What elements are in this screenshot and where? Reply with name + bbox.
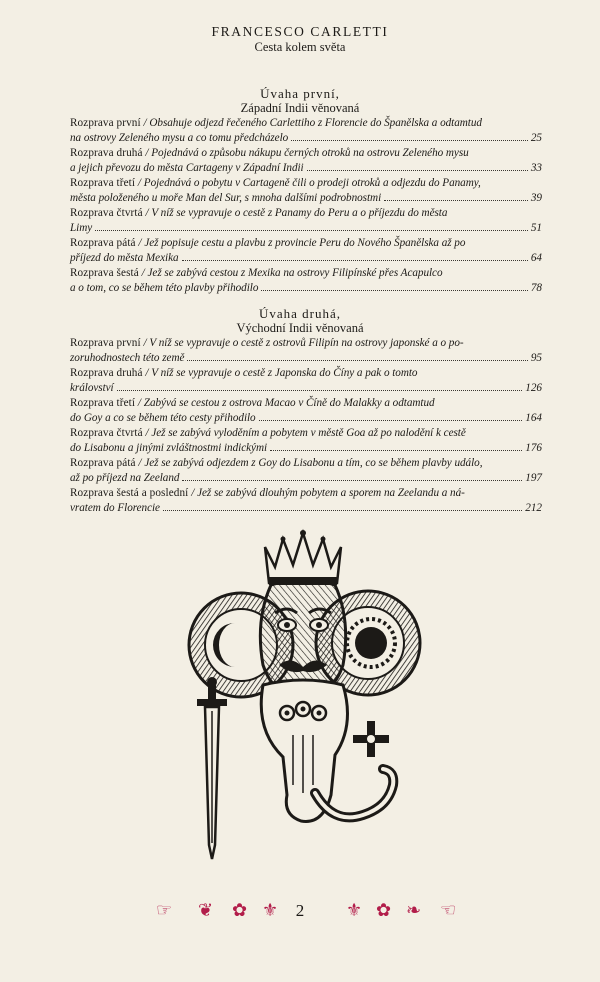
entry-text-cont: do Lisabonu a jinými zvláštnostmi indickými [70, 442, 268, 454]
entry-label: Rozprava čtvrtá [70, 207, 143, 219]
entry-label: Rozprava první [70, 337, 141, 349]
entry-page-number: 33 [530, 162, 542, 174]
toc-entry: Rozprava šestá / Jež se zabývá cestou z Mexika na ostrovy Filipínské přes Acapulco a o tom, co se během této plavby přihodilo 78 [70, 267, 542, 294]
entry-page-number: 126 [525, 382, 542, 394]
entry-text-cont: do Goy a co se během této cesty přihodilo [70, 412, 256, 424]
entry-text-cont: a jejich převozu do města Cartageny v Západní Indii [70, 162, 304, 174]
book-title: Cesta kolem světa [254, 40, 346, 54]
bird-icon: ❦ [198, 900, 214, 920]
toc-part1 [70, 116, 542, 296]
part1-title: Úvaha první, [260, 86, 340, 101]
entry-label: Rozprava třetí [70, 397, 136, 409]
entry-text: Pojednává o pobytu v Cartageně čili o prodeji otroků a odjezdu do Panamy, [143, 177, 481, 189]
entry-page-number: 78 [530, 282, 542, 294]
entry-text: Pojednává o způsobu nákupu černých otroků na ostrovu Zeleného mysu [151, 147, 469, 159]
entry-text-cont: města položeného u moře Man del Sur, s mnoha dalšími podrobnostmi [70, 192, 382, 204]
entry-page-number: 51 [530, 222, 542, 234]
entry-label: Rozprava šestá [70, 267, 139, 279]
cross-icon [353, 721, 389, 757]
entry-text-cont: vratem do Florencie [70, 502, 160, 514]
entry-label: Rozprava čtvrtá [70, 427, 143, 439]
elephant-emblem-illustration [183, 525, 428, 865]
author-name: FRANCESCO CARLETTI [211, 24, 389, 39]
toc-entry: Rozprava třetí / Pojednává o pobytu v Cartageně čili o prodeji otroků a odjezdu do Panamy, města položeného u moře Man del Sur, s mnoha dalšími podrobnostmi 39 [70, 177, 542, 204]
toc-entry: Rozprava druhá / Pojednává o způsobu nákupu černých otroků na ostrovu Zeleného mysu a jejich převozu do města Cartageny v Západní Indii 33 [70, 147, 542, 174]
entry-text: Jež popisuje cestu a plavbu z provincie Peru do Nového Španělska až po [144, 237, 466, 249]
entry-page-number: 164 [525, 412, 542, 424]
toc-entry: Rozprava čtvrtá / Jež se zabývá vyloděním a pobytem v městě Goa až po nalodění k cestě do Lisabonu a jinými zvláštnostmi indickými 176 [70, 427, 542, 454]
entry-text-cont: království [70, 382, 114, 394]
flower-icon: ✿ [232, 900, 248, 920]
entry-text-cont: příjezd do města Mexika [70, 252, 179, 264]
entry-page-number: 95 [530, 352, 542, 364]
entry-page-number: 176 [525, 442, 542, 454]
part2-title: Úvaha druhá, [258, 306, 342, 321]
bird-icon: ❧ [406, 900, 422, 920]
page-number: 2 [295, 901, 305, 920]
entry-text: V níž se vypravuje o cestě z Japonska do Číny a pak o tomto [151, 367, 418, 379]
entry-text: V níž se vypravuje o cestě z ostrovů Filipín na ostrovy japonské a o po- [149, 337, 464, 349]
part1-heading [0, 86, 600, 116]
dagger-icon [197, 677, 227, 859]
entry-page-number: 64 [530, 252, 542, 264]
entry-text-cont: Limy [70, 222, 93, 234]
entry-label: Rozprava pátá [70, 457, 136, 469]
entry-text: Zabývá se cestou z ostrova Macao v Číně do Malakky a odtamtud [143, 397, 435, 409]
entry-label: Rozprava pátá [70, 237, 136, 249]
entry-text: Jež se zabývá vyloděním a pobytem v městě Goa až po nalodění k cestě [151, 427, 466, 439]
entry-label: Rozprava šestá a poslední [70, 487, 189, 499]
entry-text: Jež se zabývá cestou z Mexika na ostrovy Filipínské přes Acapulco [147, 267, 443, 279]
page-footer [0, 896, 600, 926]
crown-icon [265, 530, 341, 585]
entry-text-cont: a o tom, co se během této plavby přihodilo [70, 282, 259, 294]
flower-icon: ✿ [376, 900, 392, 920]
fleur-de-lis-icon: ⚜ [346, 900, 363, 920]
part2-subtitle: Východní Indii věnovaná [236, 321, 364, 335]
toc-entry: Rozprava první / Obsahuje odjezd řečeného Carlettiho z Florencie do Španělska a odtamtud na ostrovy Zeleného mysu a co tomu předcházelo 25 [70, 117, 542, 144]
entry-text: V níž se vypravuje o cestě z Panamy do Peru a o příjezdu do města [151, 207, 448, 219]
entry-text-cont: zoruhodnostech této země [70, 352, 185, 364]
running-header [0, 24, 600, 55]
entry-page-number: 212 [525, 502, 542, 514]
entry-text: Obsahuje odjezd řečeného Carlettiho z Florencie do Španělska a odtamtud [149, 117, 482, 129]
entry-text: Jež se zabývá odjezdem z Goy do Lisabonu a tím, co se během plavby událo, [144, 457, 483, 469]
pointing-hand-icon: ☜ [440, 900, 457, 920]
part1-subtitle: Západní Indii věnovaná [240, 101, 360, 115]
fleur-de-lis-icon: ⚜ [262, 900, 279, 920]
toc-part2 [70, 336, 542, 516]
entry-label: Rozprava druhá [70, 367, 143, 379]
entry-text-cont: až po příjezd na Zeeland [70, 472, 180, 484]
entry-text: Jež se zabývá dlouhým pobytem a sporem na Zeelandu a ná- [197, 487, 465, 499]
entry-label: Rozprava třetí [70, 177, 136, 189]
toc-entry: Rozprava čtvrtá / V níž se vypravuje o cestě z Panamy do Peru a o příjezdu do města Limy 51 [70, 207, 542, 234]
entry-page-number: 39 [530, 192, 542, 204]
toc-entry: Rozprava šestá a poslední / Jež se zabývá dlouhým pobytem a sporem na Zeelandu a ná- vratem do Florencie 212 [70, 487, 542, 514]
toc-entry: Rozprava druhá / V níž se vypravuje o cestě z Japonska do Číny a pak o tomto království 126 [70, 367, 542, 394]
toc-entry: Rozprava pátá / Jež popisuje cestu a plavbu z provincie Peru do Nového Španělska až po příjezd do města Mexika 64 [70, 237, 542, 264]
entry-page-number: 197 [525, 472, 542, 484]
entry-label: Rozprava první [70, 117, 141, 129]
part2-heading [0, 306, 600, 336]
toc-entry: Rozprava pátá / Jež se zabývá odjezdem z Goy do Lisabonu a tím, co se během plavby událo, až po příjezd na Zeeland 197 [70, 457, 542, 484]
entry-text-cont: na ostrovy Zeleného mysu a co tomu předcházelo [70, 132, 289, 144]
entry-label: Rozprava druhá [70, 147, 143, 159]
toc-entry: Rozprava třetí / Zabývá se cestou z ostrova Macao v Číně do Malakky a odtamtud do Goy a co se během této cesty přihodilo 164 [70, 397, 542, 424]
pointing-hand-icon: ☞ [156, 900, 173, 920]
entry-page-number: 25 [530, 132, 542, 144]
toc-entry: Rozprava první / V níž se vypravuje o cestě z ostrovů Filipín na ostrovy japonské a o po- zoruhodnostech této země 95 [70, 337, 542, 364]
